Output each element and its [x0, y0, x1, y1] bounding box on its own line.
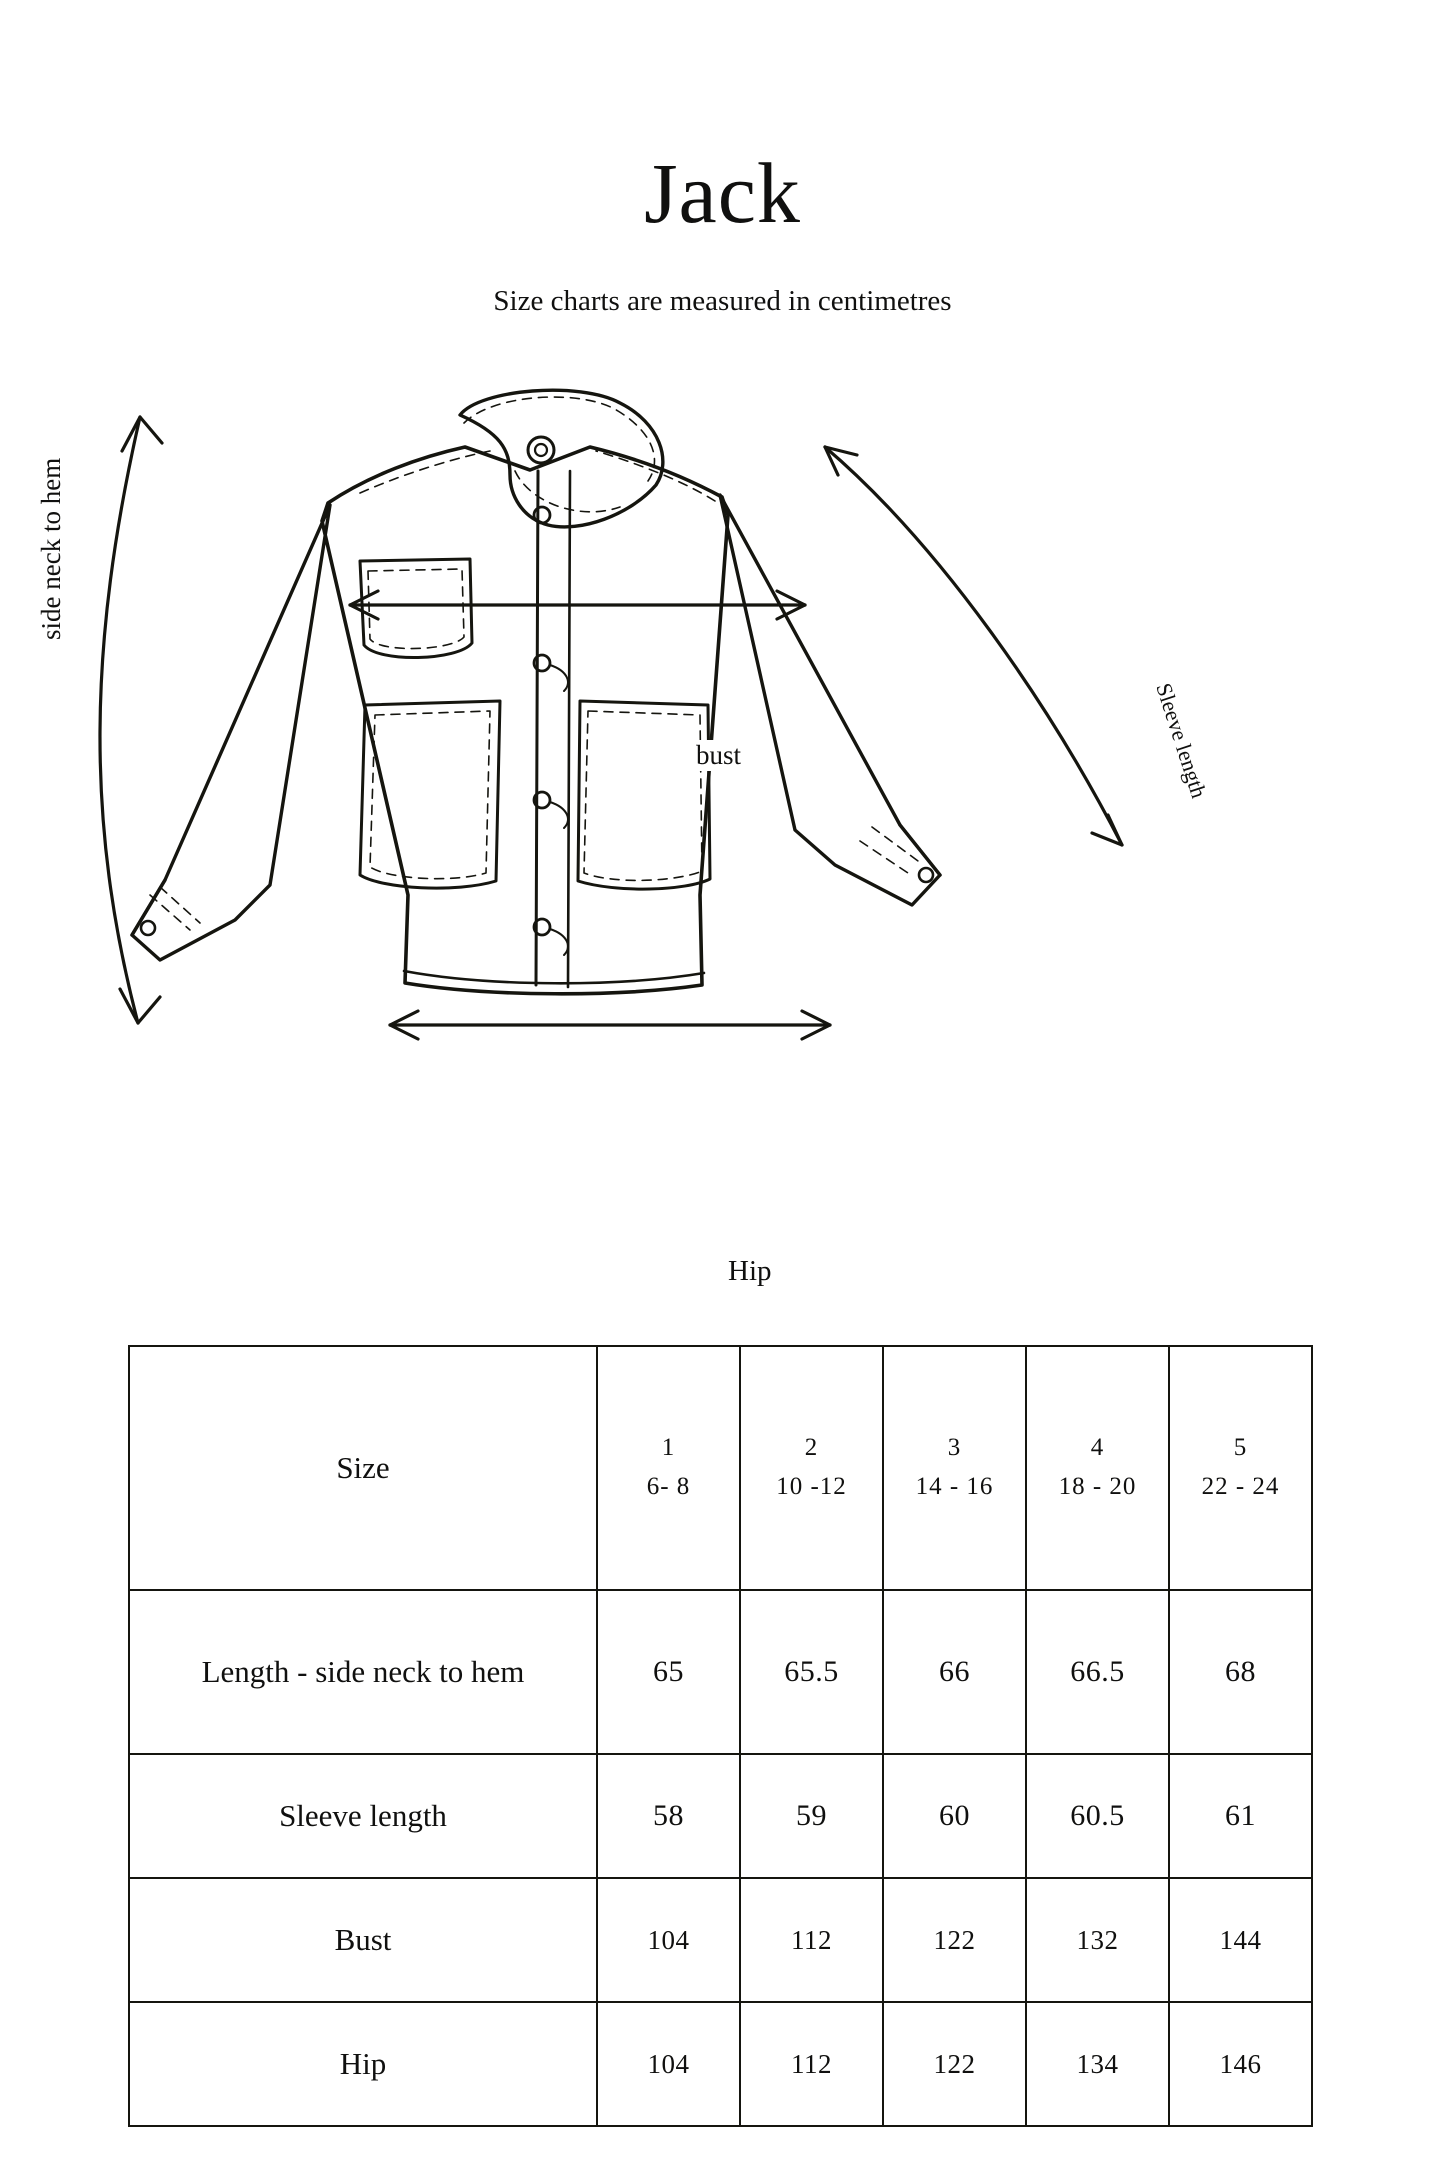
size-number: 2 [804, 1434, 819, 1462]
row-label-bust: Bust [129, 1878, 597, 2002]
cell-bust-4: 132 [1026, 1878, 1169, 2002]
cell-bust-1: 104 [597, 1878, 740, 2002]
cell-sleeve-3: 60 [883, 1754, 1026, 1878]
cell-length-4: 66.5 [1026, 1590, 1169, 1754]
row-label-sleeve: Sleeve length [129, 1754, 597, 1878]
size-number: 3 [947, 1434, 962, 1462]
size-range: 6- 8 [646, 1473, 691, 1500]
size-number: 5 [1233, 1434, 1248, 1462]
label-sleeve-length: Sleeve length [1151, 680, 1212, 802]
table-header-row [129, 1346, 1312, 1590]
size-range: 10 -12 [776, 1473, 847, 1500]
cell-sleeve-4: 60.5 [1026, 1754, 1169, 1878]
size-range: 22 - 24 [1201, 1473, 1280, 1500]
row-label-hip: Hip [129, 2002, 597, 2126]
cell-sleeve-1: 58 [597, 1754, 740, 1878]
size-number: 1 [661, 1434, 676, 1462]
cell-length-3: 66 [883, 1590, 1026, 1754]
header-size-2 [740, 1346, 883, 1590]
table-row [129, 1878, 1312, 2002]
cell-hip-5: 146 [1169, 2002, 1312, 2126]
page-subtitle: Size charts are measured in centimetres [493, 285, 952, 317]
table-row [129, 2002, 1312, 2126]
jacket-illustration [60, 375, 1385, 1325]
row-label-length: Length - side neck to hem [129, 1590, 597, 1754]
cell-hip-2: 112 [740, 2002, 883, 2126]
size-chart-table [128, 1345, 1313, 2127]
cell-sleeve-5: 61 [1169, 1754, 1312, 1878]
table-row [129, 1754, 1312, 1878]
cell-hip-3: 122 [883, 2002, 1026, 2126]
cell-bust-3: 122 [883, 1878, 1026, 2002]
cell-sleeve-2: 59 [740, 1754, 883, 1878]
label-bust: bust [690, 740, 747, 771]
cell-length-1: 65 [597, 1590, 740, 1754]
size-range: 14 - 16 [915, 1473, 994, 1500]
cell-bust-2: 112 [740, 1878, 883, 2002]
label-side-neck-to-hem: side neck to hem [36, 457, 66, 640]
header-size-label: Size [129, 1346, 597, 1590]
header-size-4 [1026, 1346, 1169, 1590]
cell-length-5: 68 [1169, 1590, 1312, 1754]
size-range: 18 - 20 [1058, 1473, 1137, 1500]
cell-bust-5: 144 [1169, 1878, 1312, 2002]
header-size-3 [883, 1346, 1026, 1590]
header-size-5 [1169, 1346, 1312, 1590]
cell-hip-1: 104 [597, 2002, 740, 2126]
cell-hip-4: 134 [1026, 2002, 1169, 2126]
table-row [129, 1590, 1312, 1754]
size-number: 4 [1090, 1434, 1105, 1462]
cell-length-2: 65.5 [740, 1590, 883, 1754]
header-size-1 [597, 1346, 740, 1590]
label-hip: Hip [728, 1255, 772, 1287]
page-title: Jack [644, 145, 801, 241]
